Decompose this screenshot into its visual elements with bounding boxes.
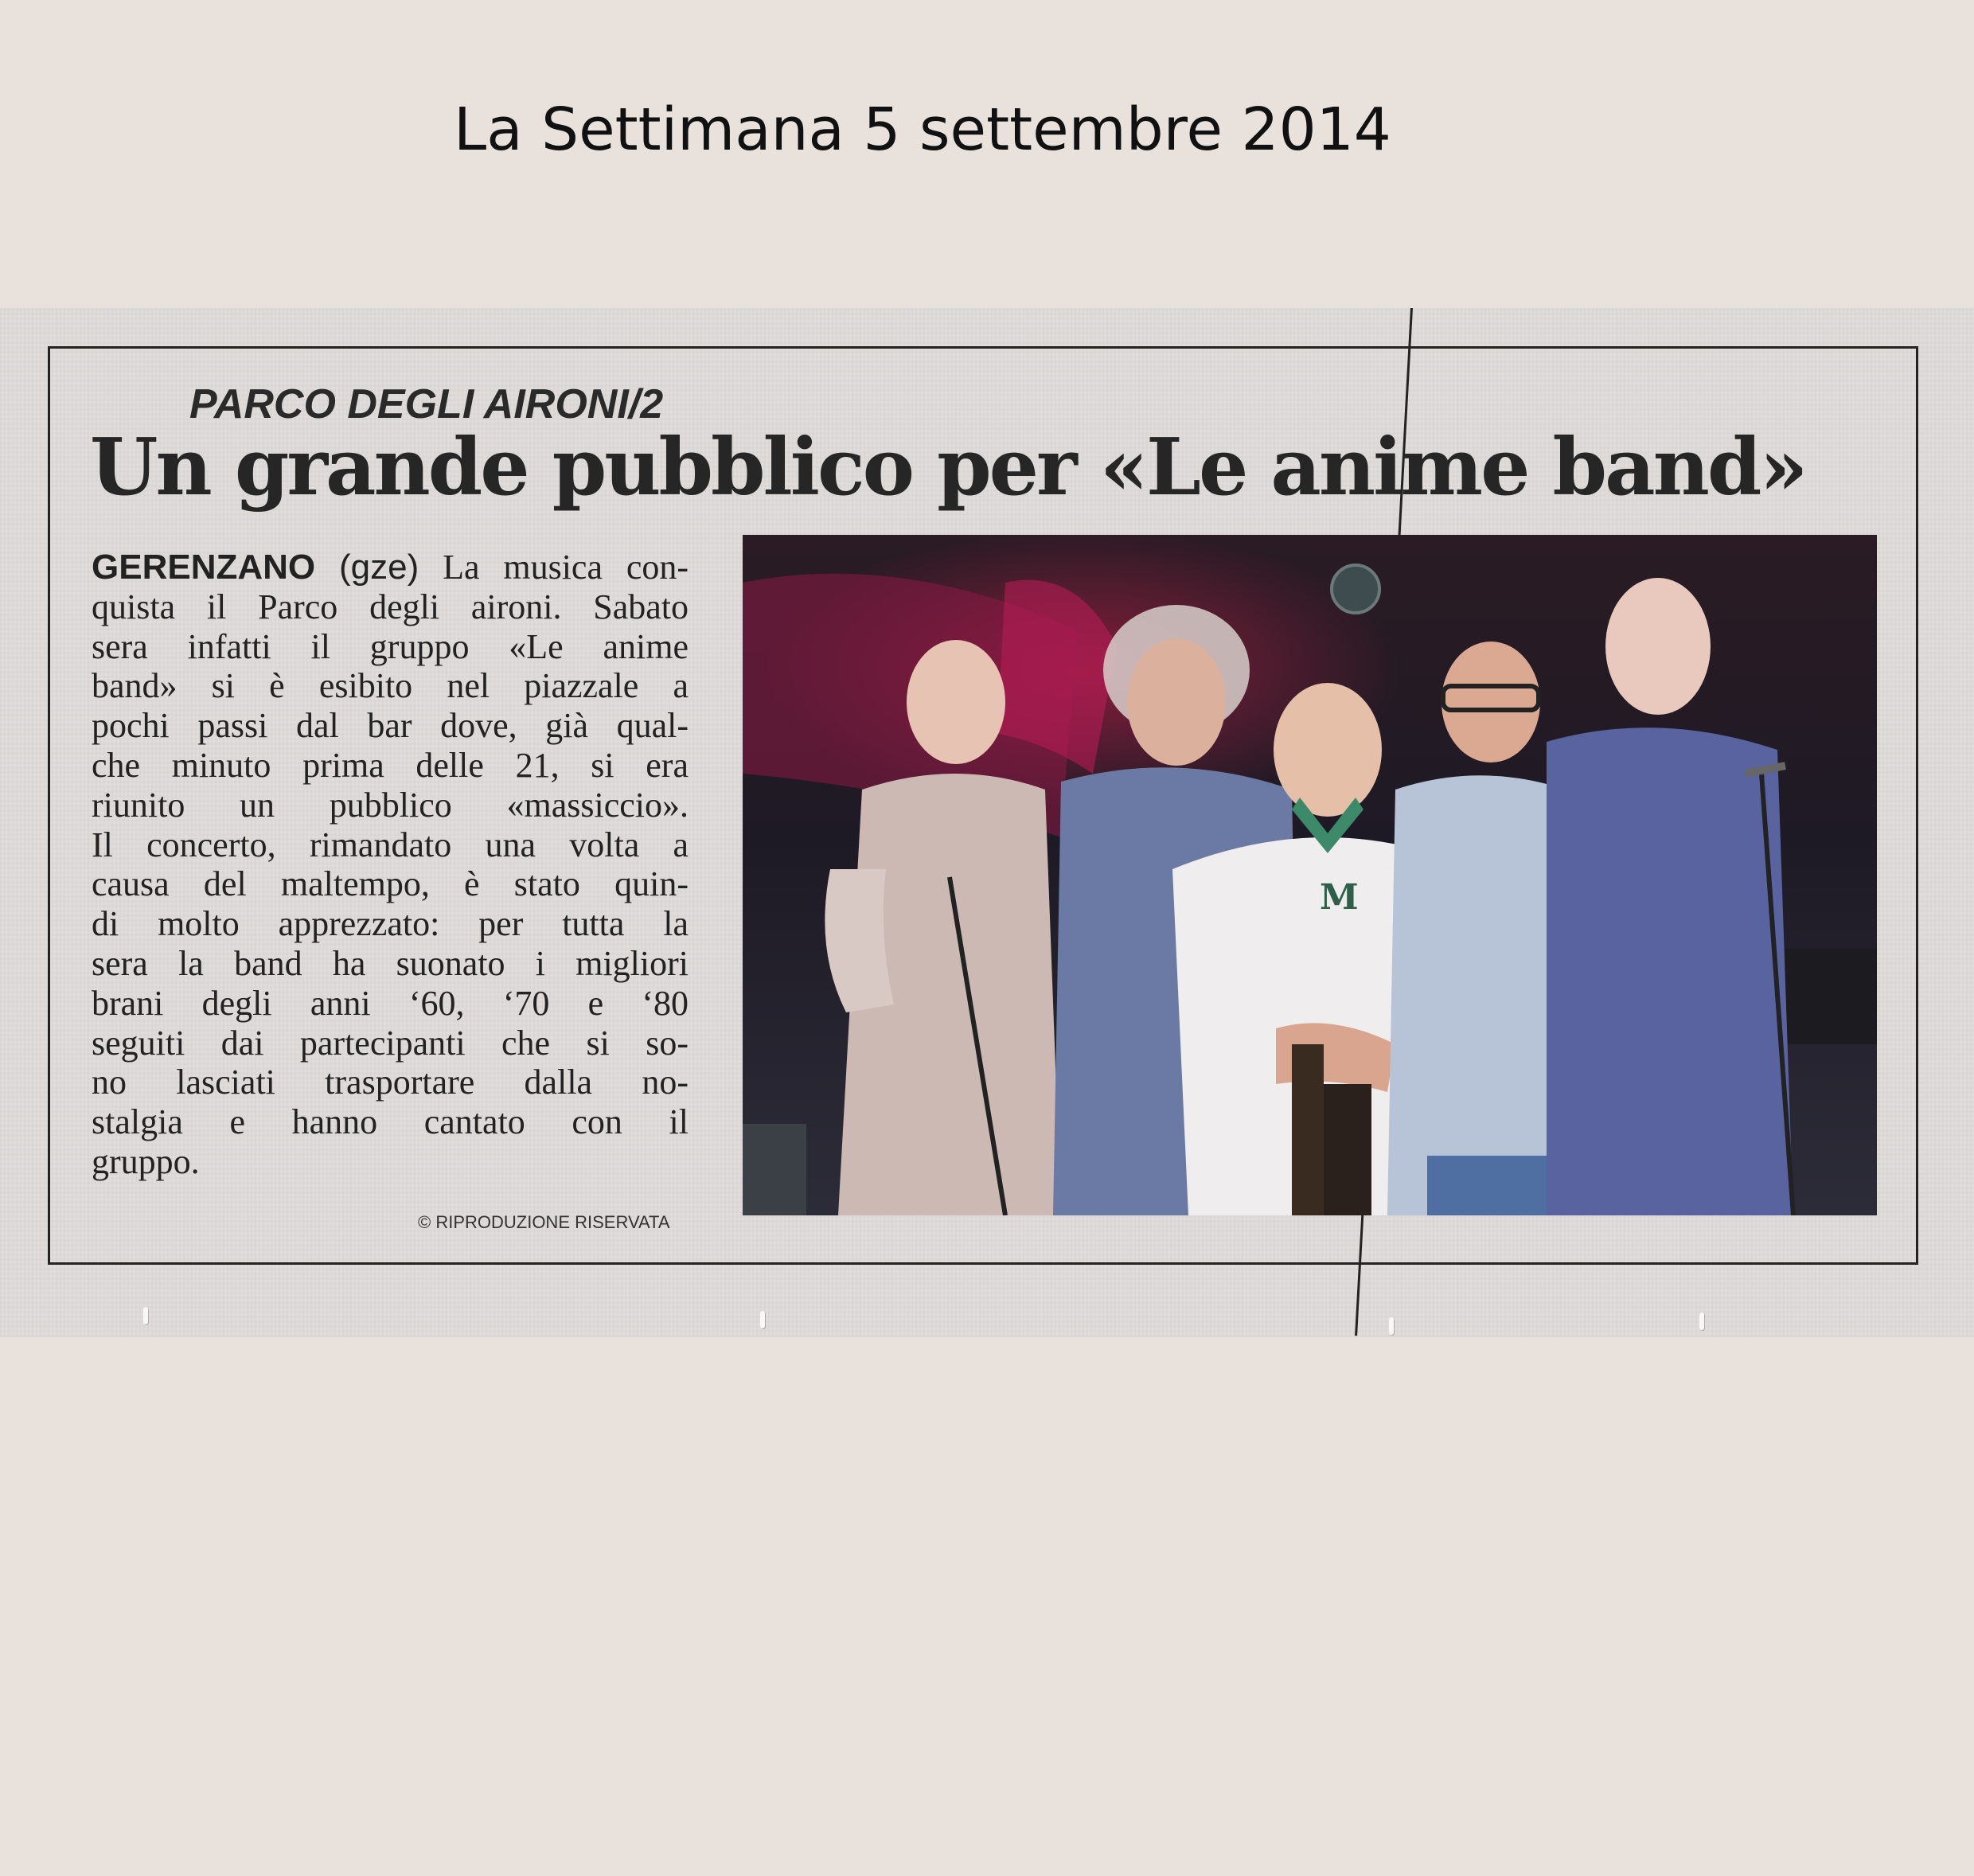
body-line: La musica con- (443, 548, 689, 587)
article-headline: Un grande pubblico per «Le anime band» (90, 422, 1806, 513)
body-line: band» si è esibito nel piazzale a (92, 666, 689, 706)
paper-dent (1699, 1312, 1704, 1330)
paper-dent (760, 1311, 765, 1328)
body-line: gruppo. (92, 1141, 200, 1181)
article-body (92, 548, 689, 1182)
page-caption: La Settimana 5 settembre 2014 (454, 96, 1391, 164)
article-kicker: PARCO DEGLI AIRONI/2 (189, 381, 664, 427)
dateline: GERENZANO (92, 548, 316, 587)
body-line: quista il Parco degli aironi. Sabato (92, 587, 689, 626)
body-line: Il concerto, rimandato una volta a (92, 825, 689, 864)
body-line: no lasciati trasportare dalla no- (92, 1063, 689, 1102)
source-tag: (gze) (338, 548, 419, 587)
shirt-letter: M (1320, 877, 1359, 918)
body-line: pochi passi dal bar dove, già qual- (92, 706, 689, 746)
body-line: che minuto prima delle 21, si era (92, 745, 689, 785)
paper-dent (1389, 1317, 1394, 1335)
body-line: causa del maltempo, è stato quin- (92, 864, 689, 904)
body-line: seguiti dai partecipanti che si so- (92, 1023, 689, 1063)
body-line: brani degli anni ‘60, ‘70 e ‘80 (92, 983, 689, 1023)
body-line: stalgia e hanno cantato con il (92, 1102, 689, 1142)
body-line: riunito un pubblico «massiccio». (92, 785, 689, 825)
body-line-first (92, 548, 689, 587)
body-line: sera la band ha suonato i migliori (92, 943, 689, 983)
band-photo-illustration (743, 535, 1877, 1215)
article-frame (48, 346, 1918, 1265)
paper-dent (143, 1307, 148, 1324)
newspaper-clipping (0, 308, 1974, 1337)
copyright-notice: © RIPRODUZIONE RISERVATA (418, 1212, 670, 1232)
band-photo (743, 535, 1877, 1215)
body-line: sera infatti il gruppo «Le anime (92, 626, 689, 666)
body-line: di molto apprezzato: per tutta la (92, 904, 689, 944)
